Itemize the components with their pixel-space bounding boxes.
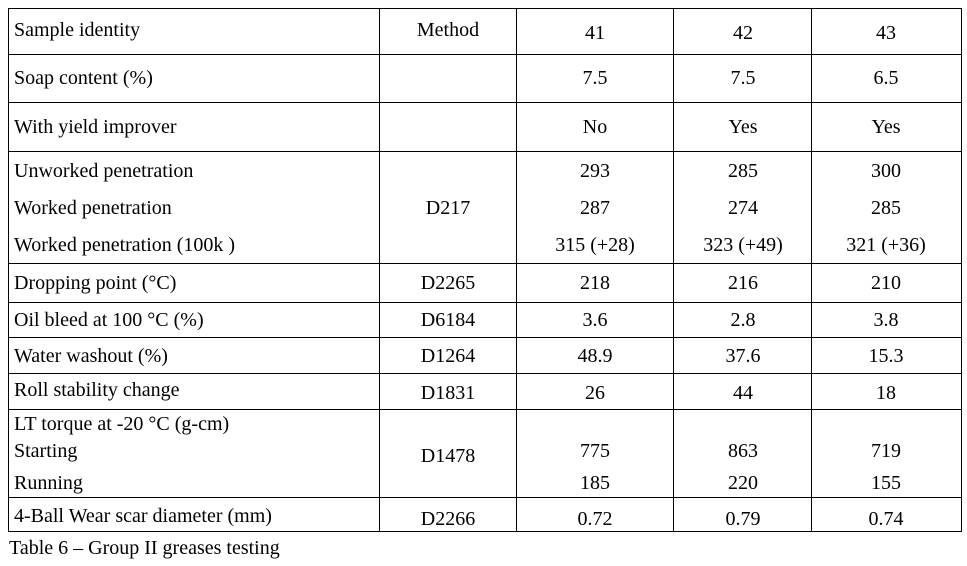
row-label-torque-running: Running [14, 472, 83, 494]
row-label-unworked: Unworked penetration [14, 160, 194, 182]
cell-worked100k-41: 315 (+28) [555, 234, 635, 256]
cell-torque-running-42: 220 [728, 472, 758, 494]
col-divider-42 [673, 8, 674, 532]
row-divider [8, 302, 962, 303]
cell-oilbleed-43: 3.8 [873, 309, 899, 331]
cell-yield-42: Yes [728, 116, 758, 138]
cell-worked100k-42: 323 (+49) [703, 234, 783, 256]
header-sample-43: 43 [876, 22, 896, 44]
row-label-torque: LT torque at -20 °C (g-cm) [14, 413, 230, 435]
cell-unworked-41: 293 [580, 160, 610, 182]
cell-unworked-43: 300 [871, 160, 901, 182]
row-label-oilbleed: Oil bleed at 100 °C (%) [14, 309, 204, 331]
cell-wear-42: 0.79 [725, 508, 761, 530]
cell-yield-43: Yes [871, 116, 901, 138]
cell-torque-running-43: 155 [871, 472, 901, 494]
header-sample-42: 42 [733, 22, 753, 44]
col-divider-method [379, 8, 380, 532]
cell-dropping-42: 216 [728, 272, 758, 294]
cell-washout-43: 15.3 [868, 345, 904, 367]
row-divider [8, 337, 962, 338]
col-divider-41 [516, 8, 517, 532]
cell-roll-43: 18 [876, 382, 896, 404]
row-divider [8, 409, 962, 410]
cell-soap-43: 6.5 [873, 67, 899, 89]
cell-oilbleed-42: 2.8 [730, 309, 756, 331]
cell-torque-starting-41: 775 [580, 440, 610, 462]
cell-method-torque: D1478 [420, 445, 476, 467]
cell-yield-41: No [582, 116, 608, 138]
cell-torque-starting-43: 719 [871, 440, 901, 462]
cell-washout-42: 37.6 [725, 345, 761, 367]
header-method: Method [416, 19, 480, 41]
cell-method-wear: D2266 [420, 508, 476, 530]
cell-roll-42: 44 [733, 382, 753, 404]
row-divider [8, 151, 962, 152]
row-divider [8, 102, 962, 103]
row-divider [8, 373, 962, 374]
header-sample-identity: Sample identity [14, 19, 141, 41]
cell-oilbleed-41: 3.6 [582, 309, 608, 331]
table-caption: Table 6 – Group II greases testing [9, 537, 280, 559]
cell-torque-starting-42: 863 [728, 440, 758, 462]
row-label-worked-100k: Worked penetration (100k ) [14, 234, 236, 256]
row-label-wear: 4-Ball Wear scar diameter (mm) [14, 505, 272, 527]
cell-worked-43: 285 [871, 197, 901, 219]
row-label-torque-starting: Starting [14, 440, 78, 462]
cell-dropping-41: 218 [580, 272, 610, 294]
cell-unworked-42: 285 [728, 160, 758, 182]
cell-wear-41: 0.72 [577, 508, 613, 530]
row-divider [8, 497, 962, 498]
cell-worked-41: 287 [580, 197, 610, 219]
row-label-dropping: Dropping point (°C) [14, 272, 177, 294]
row-divider [8, 54, 962, 55]
cell-worked-42: 274 [728, 197, 758, 219]
row-label-soap: Soap content (%) [14, 67, 153, 89]
cell-method-d217: D217 [425, 197, 471, 219]
row-label-washout: Water washout (%) [14, 345, 168, 367]
row-label-worked: Worked penetration [14, 197, 172, 219]
cell-method-roll: D1831 [420, 382, 476, 404]
row-divider [8, 263, 962, 264]
cell-torque-running-41: 185 [580, 472, 610, 494]
header-sample-41: 41 [585, 22, 605, 44]
row-label-yield: With yield improver [14, 116, 177, 138]
cell-method-dropping: D2265 [420, 272, 476, 294]
cell-roll-41: 26 [585, 382, 605, 404]
cell-soap-41: 7.5 [582, 67, 608, 89]
cell-method-washout: D1264 [420, 345, 476, 367]
cell-worked100k-43: 321 (+36) [846, 234, 926, 256]
col-divider-43 [811, 8, 812, 532]
cell-method-oilbleed: D6184 [420, 309, 476, 331]
cell-washout-41: 48.9 [577, 345, 613, 367]
cell-soap-42: 7.5 [730, 67, 756, 89]
cell-wear-43: 0.74 [868, 508, 904, 530]
cell-dropping-43: 210 [871, 272, 901, 294]
row-label-roll: Roll stability change [14, 379, 180, 401]
